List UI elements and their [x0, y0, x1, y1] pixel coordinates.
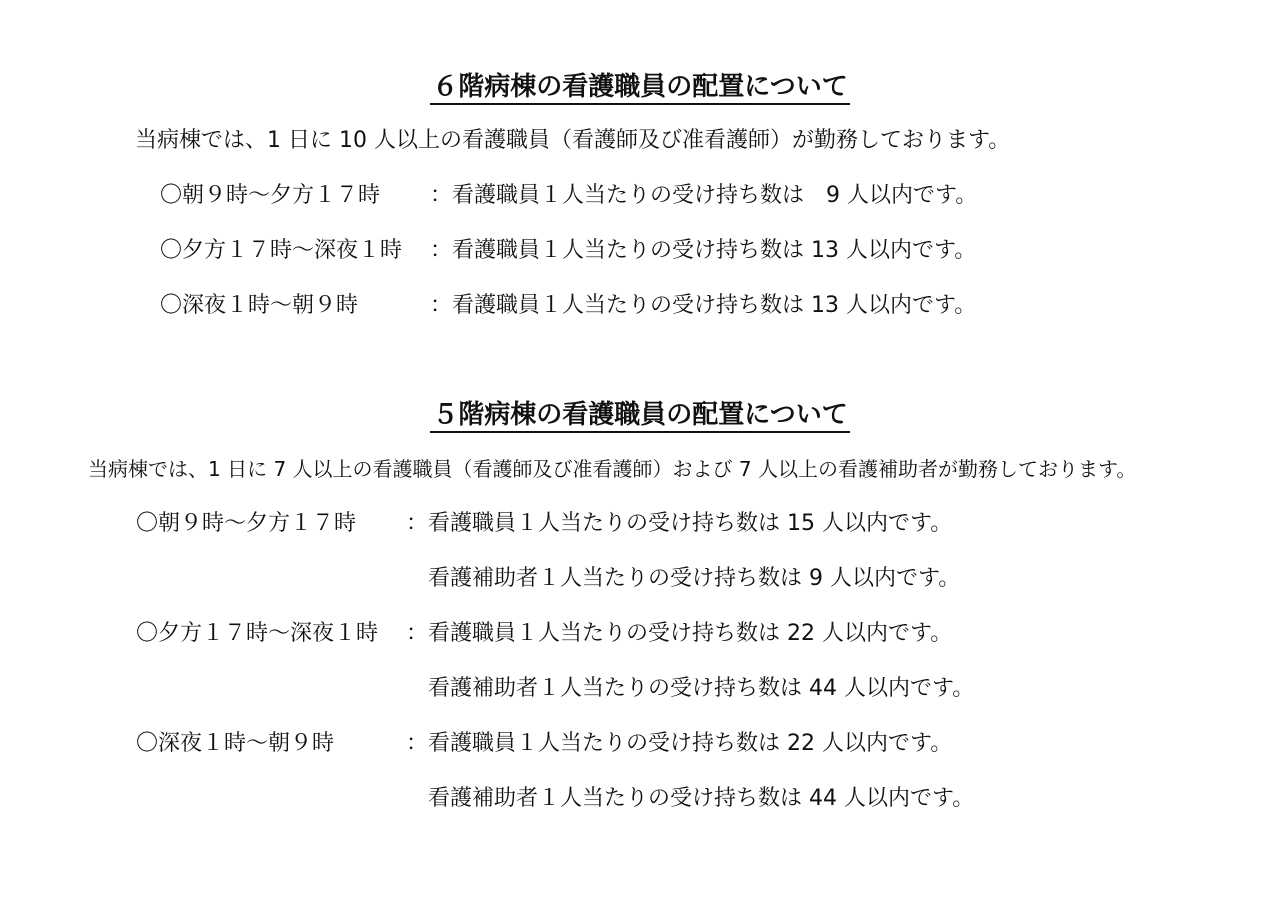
ward5-row-day-text: ：看護職員１人当たりの受け持ち数は 15 人以内です。 — [406, 511, 953, 536]
ward5-row-evening-text: ：看護職員１人当たりの受け持ち数は 22 人以内です。 — [406, 621, 953, 646]
ward6-title — [0, 70, 1280, 104]
ward6-row-day — [160, 181, 977, 211]
ward6-row-evening-text: ：看護職員１人当たりの受け持ち数は 13 人以内です。 — [430, 238, 977, 263]
ward6-row-night — [160, 291, 976, 321]
ward5-row-night-text: ：看護職員１人当たりの受け持ち数は 22 人以内です。 — [406, 731, 953, 756]
ward5-row-evening — [136, 619, 952, 649]
ward5-row-day — [136, 509, 952, 539]
ward5-row-night — [136, 729, 952, 759]
ward6-row-day-label: 〇朝９時～夕方１７時 — [160, 183, 381, 208]
ward6-row-evening-label: 〇夕方１７時～深夜１時 — [160, 238, 403, 263]
ward5-title — [0, 398, 1280, 432]
ward5-intro: 当病棟では、1 日に 7 人以上の看護職員（看護師及び准看護師）および 7 人以上の看護補助者が勤務しております。 — [88, 457, 1137, 481]
ward6-row-night-label: 〇深夜１時～朝９時 — [160, 293, 359, 318]
ward5-row-night-label: 〇深夜１時～朝９時 — [136, 731, 335, 756]
ward6-intro: 当病棟では、1 日に 10 人以上の看護職員（看護師及び准看護師）が勤務しております。 — [135, 128, 1011, 153]
ward5-row-evening-label: 〇夕方１７時～深夜１時 — [136, 621, 379, 646]
ward5-row-day-label: 〇朝９時～夕方１７時 — [136, 511, 357, 536]
ward5-row-evening-sub: 看護補助者１人当たりの受け持ち数は 44 人以内です。 — [428, 676, 975, 701]
ward6-row-night-text: ：看護職員１人当たりの受け持ち数は 13 人以内です。 — [430, 293, 977, 318]
ward5-row-day-sub: 看護補助者１人当たりの受け持ち数は 9 人以内です。 — [428, 566, 961, 591]
ward6-title-text: ６階病棟の看護職員の配置について — [430, 72, 849, 105]
ward6-row-day-text: ：看護職員１人当たりの受け持ち数は 9 人以内です。 — [430, 183, 978, 208]
ward5-row-night-sub: 看護補助者１人当たりの受け持ち数は 44 人以内です。 — [428, 786, 975, 811]
ward5-title-text: ５階病棟の看護職員の配置について — [430, 400, 849, 433]
ward6-row-evening — [160, 236, 976, 266]
